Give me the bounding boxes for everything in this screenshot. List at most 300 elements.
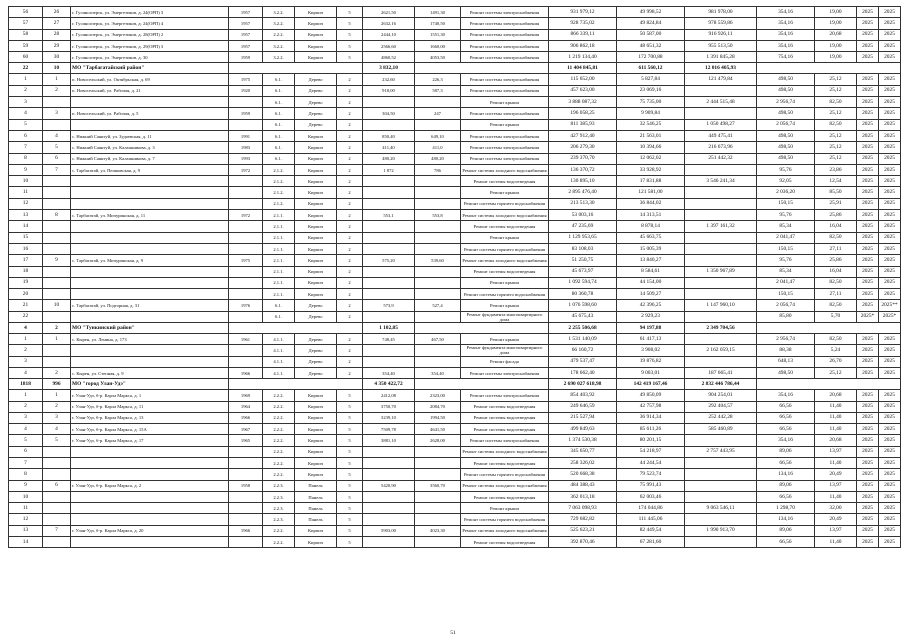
c1-cell: 249 646,59 bbox=[549, 401, 617, 412]
n-cell: 59 bbox=[9, 40, 43, 51]
table-row bbox=[9, 480, 901, 491]
c3-cell bbox=[685, 232, 757, 243]
m-cell bbox=[43, 187, 71, 198]
area-cell bbox=[363, 221, 415, 232]
p-cell: 498,50 bbox=[757, 108, 815, 119]
y2-cell: 2025 bbox=[879, 52, 901, 63]
section-m-cell: 10 bbox=[43, 63, 71, 74]
n-cell: 10 bbox=[9, 176, 43, 187]
addr-cell: г. Гусиноозерск, ул. Энергетиков, д. 28(ОРП) 2 bbox=[71, 29, 229, 40]
p-cell: 354,16 bbox=[757, 390, 815, 401]
area-cell: 5903,00 bbox=[363, 525, 415, 536]
table-row bbox=[9, 345, 901, 356]
c2-cell: 5 827,84 bbox=[617, 74, 685, 85]
area-cell bbox=[363, 356, 415, 367]
pm-cell: 11,40 bbox=[815, 412, 857, 423]
y1-cell: 2025 bbox=[857, 300, 879, 311]
m-cell: 26 bbox=[43, 7, 71, 18]
y2-cell: 2025 bbox=[879, 97, 901, 108]
mat-cell: Кирпич bbox=[295, 176, 337, 187]
mat-cell: Кирпич bbox=[295, 29, 337, 40]
mat-cell: Кирпич bbox=[295, 277, 337, 288]
m-cell: 7 bbox=[43, 525, 71, 536]
area2-cell: 354,40 bbox=[415, 367, 461, 378]
fl-cell: 2 bbox=[337, 277, 363, 288]
m-cell bbox=[43, 97, 71, 108]
c3-cell bbox=[685, 334, 757, 345]
mat-cell: Кирпич bbox=[295, 525, 337, 536]
p-cell: 66,56 bbox=[757, 412, 815, 423]
year-cell: 1972 bbox=[229, 210, 263, 221]
m-cell bbox=[43, 469, 71, 480]
y1-cell: 2025 bbox=[857, 221, 879, 232]
work-cell: Ремонт системы горячего водоснабжения bbox=[461, 289, 549, 300]
pm-cell: 20,68 bbox=[815, 435, 857, 446]
pm-cell: 85,50 bbox=[815, 187, 857, 198]
y2-cell: 2025 bbox=[879, 142, 901, 153]
m-cell: 1 bbox=[43, 74, 71, 85]
c2-cell: 14 313,51 bbox=[617, 210, 685, 221]
addr-cell: п. Новосельский, ул. Рабочая, д. 21 bbox=[71, 85, 229, 96]
area2-cell: 4053,50 bbox=[415, 52, 461, 63]
c3-cell: 3 546 241,34 bbox=[685, 176, 757, 187]
table-row bbox=[9, 469, 901, 480]
section-n-cell: 4 bbox=[9, 323, 43, 334]
table-row bbox=[9, 164, 901, 175]
table-row bbox=[9, 97, 901, 108]
addr-cell bbox=[71, 119, 229, 130]
y1-cell: 2025 bbox=[857, 130, 879, 141]
p-cell: 88,38 bbox=[757, 345, 815, 356]
table-row bbox=[9, 491, 901, 502]
p-cell: 89,06 bbox=[757, 480, 815, 491]
empty-cell bbox=[415, 379, 549, 390]
table-row bbox=[9, 187, 901, 198]
cls-cell: 2.2.2. bbox=[263, 525, 295, 536]
c1-cell: 3 888 087,32 bbox=[549, 97, 617, 108]
y2-cell: 2025 bbox=[879, 266, 901, 277]
addr-cell: с. Нижний Саянтуй, ул. Калашникова, д. 3 bbox=[71, 142, 229, 153]
c3-cell: 904 254,01 bbox=[685, 390, 757, 401]
m-cell bbox=[43, 345, 71, 356]
n-cell: 58 bbox=[9, 29, 43, 40]
c3-cell bbox=[685, 311, 757, 322]
cls-cell: 6.1. bbox=[263, 142, 295, 153]
n-cell: 18 bbox=[9, 266, 43, 277]
work-cell: Ремонт системы электроснабжения bbox=[461, 142, 549, 153]
pm-cell: 23,86 bbox=[815, 164, 857, 175]
c1-cell: 80 360,78 bbox=[549, 289, 617, 300]
table-row bbox=[9, 142, 901, 153]
c1-cell: 525 623,21 bbox=[549, 525, 617, 536]
addr-cell: г. Улан-Удэ, б-р. Карла Маркса, д. 13 bbox=[71, 412, 229, 423]
table-row bbox=[9, 52, 901, 63]
fl-cell: 2 bbox=[337, 164, 363, 175]
year-cell bbox=[229, 187, 263, 198]
y1-cell: 2025 bbox=[857, 334, 879, 345]
area-cell bbox=[363, 266, 415, 277]
area-cell: 2444,10 bbox=[363, 29, 415, 40]
y1-cell: 2025 bbox=[857, 491, 879, 502]
c1-cell: 47 235,69 bbox=[549, 221, 617, 232]
n-cell: 2 bbox=[9, 85, 43, 96]
c3-cell: 1 990 913,70 bbox=[685, 525, 757, 536]
area-cell: 3750,70 bbox=[363, 401, 415, 412]
fl-cell: 2 bbox=[337, 85, 363, 96]
m-cell: 4 bbox=[43, 424, 71, 435]
section-area-cell: 3 832,10 bbox=[363, 63, 415, 74]
p-cell: 92,05 bbox=[757, 176, 815, 187]
m-cell bbox=[43, 289, 71, 300]
cls-cell: 3.2.2. bbox=[263, 40, 295, 51]
c1-cell: 66 160,72 bbox=[549, 345, 617, 356]
c3-cell bbox=[685, 457, 757, 468]
y1-cell: 2025 bbox=[857, 232, 879, 243]
p-cell: 66,56 bbox=[757, 537, 815, 548]
cls-cell: 2.2.3. bbox=[263, 491, 295, 502]
n-cell: 1 bbox=[9, 74, 43, 85]
pm-cell: 82,50 bbox=[815, 277, 857, 288]
p-cell: 754,16 bbox=[757, 52, 815, 63]
y2-cell: 2025 bbox=[879, 119, 901, 130]
year-cell bbox=[229, 119, 263, 130]
c3-cell: 251 442,32 bbox=[685, 153, 757, 164]
mat-cell: Дерево bbox=[295, 97, 337, 108]
mat-cell: Кирпич bbox=[295, 390, 337, 401]
pm-cell: 25,12 bbox=[815, 108, 857, 119]
m-cell bbox=[43, 176, 71, 187]
c1-cell: 906 862,18 bbox=[549, 40, 617, 51]
y2-cell: 2025 bbox=[879, 164, 901, 175]
m-cell: 5 bbox=[43, 435, 71, 446]
y1-cell: 2025 bbox=[857, 18, 879, 29]
mat-cell: Дерево bbox=[295, 119, 337, 130]
addr-cell bbox=[71, 289, 229, 300]
table-row bbox=[9, 367, 901, 378]
c1-cell: 258 326,02 bbox=[549, 457, 617, 468]
area2-cell: 553,8 bbox=[415, 210, 461, 221]
m-cell: 8 bbox=[43, 210, 71, 221]
y1-cell: 2025 bbox=[857, 108, 879, 119]
y2-cell: 2025 bbox=[879, 255, 901, 266]
work-cell: Ремонт системы электроснабжения bbox=[461, 367, 549, 378]
area2-cell bbox=[415, 469, 461, 480]
pm-cell: 12,54 bbox=[815, 176, 857, 187]
n-cell: 6 bbox=[9, 130, 43, 141]
m-cell bbox=[43, 537, 71, 548]
c2-cell: 42 396,25 bbox=[617, 300, 685, 311]
addr-cell: с. Кырен, ул. Степная, д. 9 bbox=[71, 367, 229, 378]
p-cell: 134,16 bbox=[757, 514, 815, 525]
area2-cell: 649,10 bbox=[415, 130, 461, 141]
fl-cell: 2 bbox=[337, 119, 363, 130]
c2-cell: 75 991,43 bbox=[617, 480, 685, 491]
y1-cell: 2025 bbox=[857, 412, 879, 423]
addr-cell bbox=[71, 97, 229, 108]
y2-cell: 2025 bbox=[879, 367, 901, 378]
cls-cell: 2.2.2. bbox=[263, 469, 295, 480]
pm-cell: 25,12 bbox=[815, 130, 857, 141]
fl-cell: 5 bbox=[337, 446, 363, 457]
c2-cell: 10 394,66 bbox=[617, 142, 685, 153]
c3-cell bbox=[685, 469, 757, 480]
addr-cell bbox=[71, 198, 229, 209]
y2-cell: 2025 bbox=[879, 345, 901, 356]
area2-cell bbox=[415, 491, 461, 502]
pm-cell: 25,12 bbox=[815, 367, 857, 378]
year-cell: 1920 bbox=[229, 85, 263, 96]
pm-cell: 19,00 bbox=[815, 18, 857, 29]
m-cell bbox=[43, 446, 71, 457]
work-cell: Ремонт фундамента многоквартирного дома bbox=[461, 345, 549, 356]
section-row bbox=[9, 63, 901, 74]
section-addr-cell: МО "Тарбагатайский район" bbox=[71, 63, 229, 74]
n-cell: 60 bbox=[9, 52, 43, 63]
area-cell: 573,9 bbox=[363, 300, 415, 311]
year-cell bbox=[229, 198, 263, 209]
mat-cell: Кирпич bbox=[295, 142, 337, 153]
cls-cell: 6.1. bbox=[263, 153, 295, 164]
addr-cell bbox=[71, 345, 229, 356]
area-cell bbox=[363, 503, 415, 514]
addr-cell: с. Нижний Саянтуй, ул. Калашникова, д. 7 bbox=[71, 153, 229, 164]
work-cell: Ремонт системы водоотведения bbox=[461, 401, 549, 412]
work-cell: Ремонт системы водоотведения bbox=[461, 266, 549, 277]
y1-cell: 2025 bbox=[857, 243, 879, 254]
addr-cell bbox=[71, 469, 229, 480]
n-cell: 4 bbox=[9, 108, 43, 119]
p-cell: 2 056,74 bbox=[757, 300, 815, 311]
area-cell bbox=[363, 176, 415, 187]
y2-cell: 2025 bbox=[879, 198, 901, 209]
area2-cell bbox=[415, 119, 461, 130]
c2-cell: 8 584,61 bbox=[617, 266, 685, 277]
p-cell: 89,06 bbox=[757, 446, 815, 457]
p-cell: 2 956,74 bbox=[757, 97, 815, 108]
fl-cell: 2 bbox=[337, 108, 363, 119]
area-cell: 2632,16 bbox=[363, 18, 415, 29]
area2-cell bbox=[415, 356, 461, 367]
fl-cell: 5 bbox=[337, 7, 363, 18]
cls-cell: 2.2.3. bbox=[263, 514, 295, 525]
work-cell: Ремонт системы водоотведения bbox=[461, 221, 549, 232]
c2-cell: 61 417,13 bbox=[617, 334, 685, 345]
c3-cell bbox=[685, 255, 757, 266]
fl-cell: 5 bbox=[337, 503, 363, 514]
section-row bbox=[9, 323, 901, 334]
y1-cell: 2025 bbox=[857, 7, 879, 18]
area-cell bbox=[363, 537, 415, 548]
y1-cell: 2025 bbox=[857, 210, 879, 221]
work-cell: Ремонт крыши bbox=[461, 97, 549, 108]
addr-cell bbox=[71, 232, 229, 243]
fl-cell: 5 bbox=[337, 457, 363, 468]
c1-cell: 1 219 134,40 bbox=[549, 52, 617, 63]
c3-cell: 449 475,41 bbox=[685, 130, 757, 141]
cls-cell: 2.1.2. bbox=[263, 164, 295, 175]
year-cell: 1967 bbox=[229, 424, 263, 435]
work-cell: Ремонт системы электроснабжения bbox=[461, 74, 549, 85]
m-cell: 27 bbox=[43, 18, 71, 29]
area-cell bbox=[363, 289, 415, 300]
year-cell bbox=[229, 243, 263, 254]
area2-cell bbox=[415, 221, 461, 232]
cls-cell: 6.1. bbox=[263, 85, 295, 96]
y2-cell: 2025 bbox=[879, 514, 901, 525]
y1-cell: 2025 bbox=[857, 142, 879, 153]
year-cell bbox=[229, 311, 263, 322]
p-cell: 498,50 bbox=[757, 367, 815, 378]
y2-cell: 2025 bbox=[879, 221, 901, 232]
p-cell: 354,16 bbox=[757, 435, 815, 446]
y2-cell: 2025 bbox=[879, 277, 901, 288]
y2-cell: 2025 bbox=[879, 446, 901, 457]
y2-cell: 2025 bbox=[879, 85, 901, 96]
mat-cell: Кирпич bbox=[295, 537, 337, 548]
n-cell: 17 bbox=[9, 255, 43, 266]
fl-cell: 2 bbox=[337, 243, 363, 254]
fl-cell: 5 bbox=[337, 525, 363, 536]
m-cell bbox=[43, 503, 71, 514]
p-cell: 2 036,20 bbox=[757, 187, 815, 198]
table-row bbox=[9, 334, 901, 345]
area-cell bbox=[363, 187, 415, 198]
table-row bbox=[9, 401, 901, 412]
work-cell: Ремонт системы холодного водоснабжения bbox=[461, 480, 549, 491]
addr-cell bbox=[71, 457, 229, 468]
n-cell: 11 bbox=[9, 187, 43, 198]
y1-cell: 2025 bbox=[857, 52, 879, 63]
n-cell: 4 bbox=[9, 367, 43, 378]
fl-cell: 5 bbox=[337, 412, 363, 423]
pm-cell: 16,04 bbox=[815, 266, 857, 277]
n-cell: 5 bbox=[9, 435, 43, 446]
work-cell: Ремонт системы горячего водоснабжения bbox=[461, 198, 549, 209]
year-cell: 1972 bbox=[229, 164, 263, 175]
c1-cell: 866 339,11 bbox=[549, 29, 617, 40]
area-cell: 918,00 bbox=[363, 85, 415, 96]
c2-cell: 45 663,75 bbox=[617, 232, 685, 243]
table-row bbox=[9, 29, 901, 40]
c2-cell: 54 218,97 bbox=[617, 446, 685, 457]
work-cell: Ремонт системы электроснабжения bbox=[461, 52, 549, 63]
work-cell: Ремонт системы электроснабжения bbox=[461, 108, 549, 119]
pm-cell: 16,04 bbox=[815, 221, 857, 232]
page-number: 51 bbox=[450, 630, 456, 636]
area2-cell: 226,3 bbox=[415, 74, 461, 85]
c3-cell bbox=[685, 277, 757, 288]
mat-cell: Дерево bbox=[295, 108, 337, 119]
c3-cell bbox=[685, 435, 757, 446]
pm-cell: 25,12 bbox=[815, 142, 857, 153]
year-cell bbox=[229, 345, 263, 356]
c3-cell bbox=[685, 85, 757, 96]
mat-cell: Кирпич bbox=[295, 243, 337, 254]
pm-cell: 32,00 bbox=[815, 503, 857, 514]
year-cell: 1976 bbox=[229, 300, 263, 311]
area2-cell bbox=[415, 537, 461, 548]
y1-cell: 2025 bbox=[857, 289, 879, 300]
addr-cell: г. Гусиноозерск, ул. Энергетиков, д. 30 bbox=[71, 52, 229, 63]
area2-cell: 2628,00 bbox=[415, 435, 461, 446]
year-cell bbox=[229, 221, 263, 232]
c1-cell: 1 374 530,38 bbox=[549, 435, 617, 446]
section-area-cell: 4 350 422,72 bbox=[363, 379, 415, 390]
n-cell: 21 bbox=[9, 300, 43, 311]
empty-cell bbox=[415, 323, 549, 334]
fl-cell: 5 bbox=[337, 40, 363, 51]
p-cell: 85,34 bbox=[757, 266, 815, 277]
table-row bbox=[9, 457, 901, 468]
year-cell: 1959 bbox=[229, 52, 263, 63]
area2-cell: 2323,00 bbox=[415, 390, 461, 401]
y1-cell: 2025 bbox=[857, 277, 879, 288]
c1-cell: 479 537,47 bbox=[549, 356, 617, 367]
mat-cell: Кирпич bbox=[295, 164, 337, 175]
area2-cell: 3560,70 bbox=[415, 480, 461, 491]
area-cell bbox=[363, 446, 415, 457]
addr-cell: с. Тарбагатай, ул. Мичуринская, д. 9 bbox=[71, 255, 229, 266]
area2-cell: 1551,30 bbox=[415, 29, 461, 40]
y2-cell: 2025 bbox=[879, 469, 901, 480]
pm-cell: 27,11 bbox=[815, 289, 857, 300]
y2-cell: 2025 bbox=[879, 153, 901, 164]
c2-cell: 9 909,84 bbox=[617, 108, 685, 119]
addr-cell bbox=[71, 187, 229, 198]
fl-cell: 2 bbox=[337, 289, 363, 300]
y2-cell: 2025 bbox=[879, 356, 901, 367]
y2-cell: 2025 bbox=[879, 130, 901, 141]
table-row bbox=[9, 7, 901, 18]
m-cell: 3 bbox=[43, 108, 71, 119]
cls-cell: 3.2.2. bbox=[263, 7, 295, 18]
c3-cell: 1 147 960,10 bbox=[685, 300, 757, 311]
c2-cell: 33 928,92 bbox=[617, 164, 685, 175]
section-c3-cell: 2 832 446 786,44 bbox=[685, 379, 757, 390]
cls-cell: 2.2.2. bbox=[263, 390, 295, 401]
work-cell: Ремонт системы водоотведения bbox=[461, 491, 549, 502]
y2-cell: 2025 bbox=[879, 457, 901, 468]
area-cell: 354,40 bbox=[363, 367, 415, 378]
n-cell: 16 bbox=[9, 243, 43, 254]
c1-cell: 931 979,12 bbox=[549, 7, 617, 18]
m-cell: 28 bbox=[43, 29, 71, 40]
m-cell bbox=[43, 491, 71, 502]
y2-cell: 2025 bbox=[879, 334, 901, 345]
area-cell: 411,40 bbox=[363, 142, 415, 153]
mat-cell: Кирпич bbox=[295, 18, 337, 29]
c1-cell: 206 279,30 bbox=[549, 142, 617, 153]
mat-cell: Кирпич bbox=[295, 52, 337, 63]
c1-cell: 45 673,97 bbox=[549, 266, 617, 277]
addr-cell bbox=[71, 221, 229, 232]
mat-cell: Кирпич bbox=[295, 446, 337, 457]
year-cell bbox=[229, 491, 263, 502]
m-cell bbox=[43, 277, 71, 288]
mat-cell: Дерево bbox=[295, 74, 337, 85]
p-cell: 95,76 bbox=[757, 164, 815, 175]
area-cell bbox=[363, 97, 415, 108]
p-cell: 2 041,47 bbox=[757, 232, 815, 243]
y1-cell: 2025 bbox=[857, 390, 879, 401]
pm-cell: 20,49 bbox=[815, 469, 857, 480]
m-cell bbox=[43, 356, 71, 367]
c3-cell bbox=[685, 164, 757, 175]
year-cell: 1966 bbox=[229, 367, 263, 378]
year-cell: 1961 bbox=[229, 334, 263, 345]
c1-cell: 1 076 598,60 bbox=[549, 300, 617, 311]
m-cell: 6 bbox=[43, 480, 71, 491]
